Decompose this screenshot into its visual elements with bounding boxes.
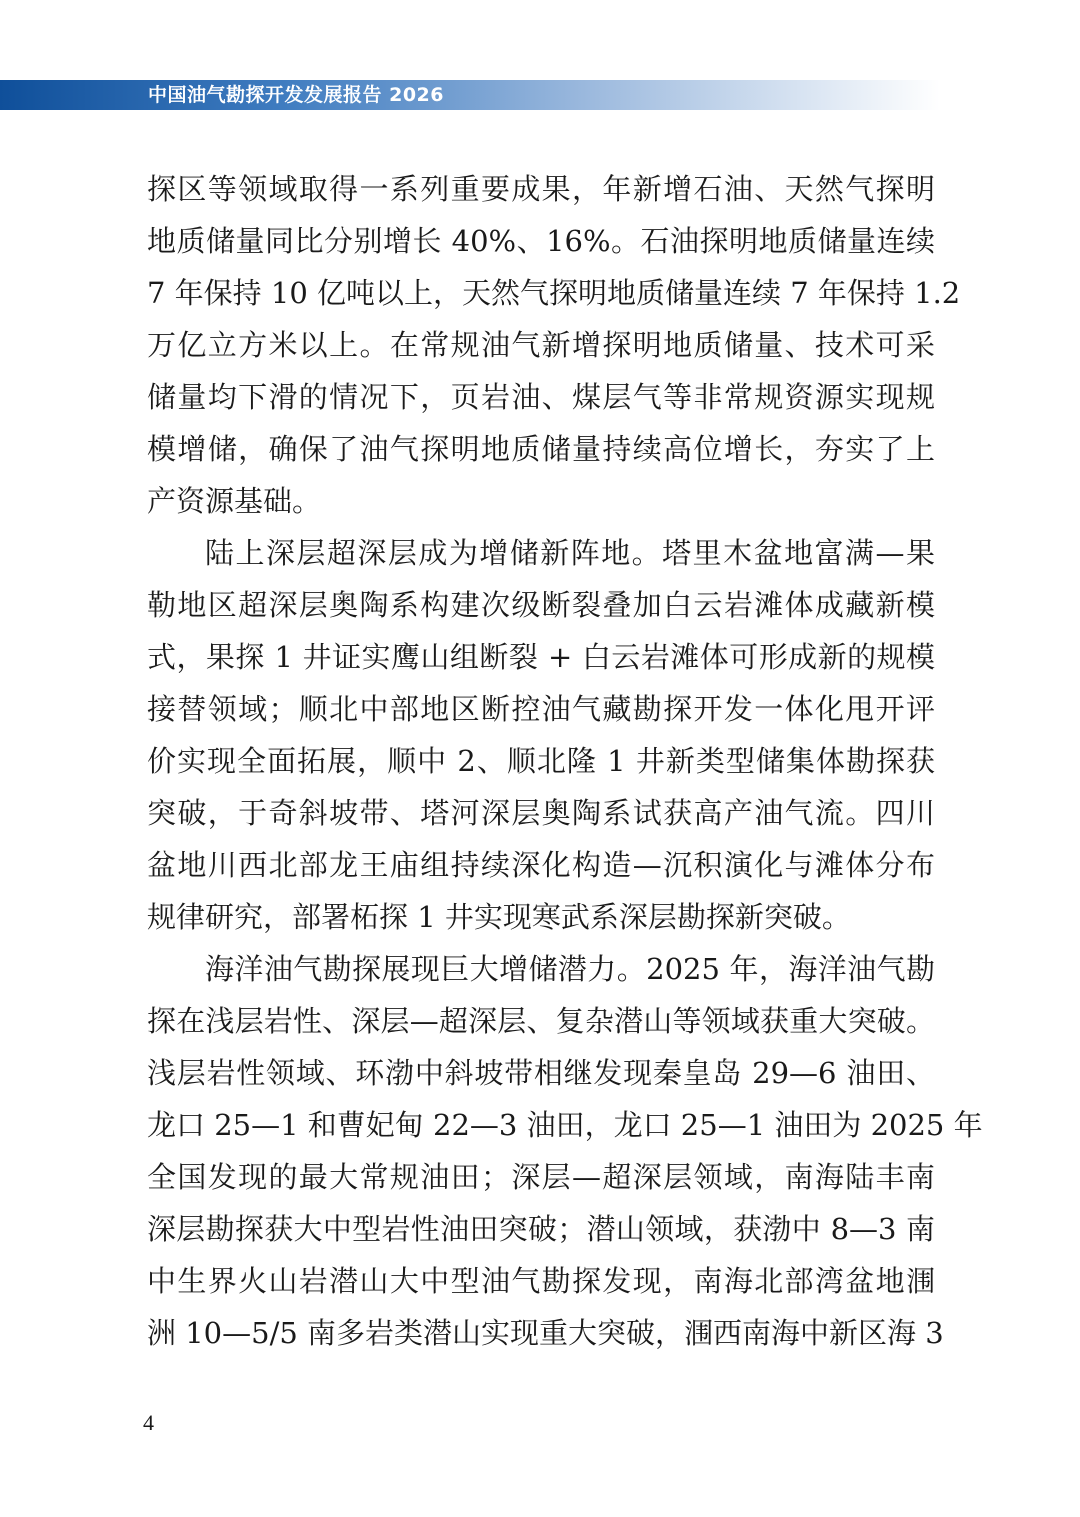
text-line: 价实现全面拓展，顺中 2、顺北隆 1 井新类型储集体勘探获: [147, 744, 935, 778]
text-line: 海洋油气勘探展现巨大增储潜力。2025 年，海洋油气勘: [205, 952, 935, 986]
text-line: 模增储，确保了油气探明地质储量持续高位增长，夯实了上: [147, 432, 935, 466]
text-line: 式，果探 1 井证实鹰山组断裂 + 白云岩滩体可形成新的规模: [147, 640, 935, 674]
paragraph-1: [147, 163, 961, 527]
text-line: 储量均下滑的情况下，页岩油、煤层气等非常规资源实现规: [147, 380, 935, 414]
text-line: 盆地川西北部龙王庙组持续深化构造—沉积演化与滩体分布: [147, 848, 935, 882]
text-line: 突破，于奇斜坡带、塔河深层奥陶系试获高产油气流。四川: [147, 796, 935, 830]
paragraph-3: [147, 943, 983, 1359]
text-line: 勒地区超深层奥陶系构建次级断裂叠加白云岩滩体成藏新模: [147, 588, 935, 622]
running-header-title: 中国油气勘探开发发展报告 2026: [148, 84, 444, 106]
text-line: 探区等领域取得一系列重要成果，年新增石油、天然气探明: [147, 172, 935, 206]
text-line: 洲 10—5/5 南多岩类潜山实现重大突破，涠西南海中新区海 3: [147, 1316, 944, 1350]
text-line: 探在浅层岩性、深层—超深层、复杂潜山等领域获重大突破。: [147, 1004, 935, 1038]
text-line: 万亿立方米以上。在常规油气新增探明地质储量、技术可采: [147, 328, 935, 362]
paragraph-2: [147, 527, 935, 943]
text-line: 规律研究，部署柘探 1 井实现寒武系深层勘探新突破。: [147, 900, 851, 934]
text-line: 全国发现的最大常规油田；深层—超深层领域，南海陆丰南: [147, 1160, 935, 1194]
text-line: 陆上深层超深层成为增储新阵地。塔里木盆地富满—果: [205, 536, 935, 570]
text-line: 接替领域；顺北中部地区断控油气藏勘探开发一体化甩开评: [147, 692, 935, 726]
text-line: 龙口 25—1 和曹妃甸 22—3 油田，龙口 25—1 油田为 2025 年: [147, 1108, 983, 1142]
text-line: 产资源基础。: [147, 484, 322, 518]
text-line: 地质储量同比分别增长 40%、16%。石油探明地质储量连续: [147, 224, 935, 258]
text-line: 中生界火山岩潜山大中型油气勘探发现，南海北部湾盆地涠: [147, 1264, 935, 1298]
text-line: 浅层岩性领域、环渤中斜坡带相继发现秦皇岛 29—6 油田、: [147, 1056, 935, 1090]
page-number: 4: [143, 1410, 154, 1435]
text-line: 7 年保持 10 亿吨以上，天然气探明地质储量连续 7 年保持 1.2: [147, 276, 961, 310]
header-band: [0, 80, 940, 110]
body-text: [147, 163, 983, 1359]
text-line: 深层勘探获大中型岩性油田突破；潜山领域，获渤中 8—3 南: [147, 1212, 935, 1246]
